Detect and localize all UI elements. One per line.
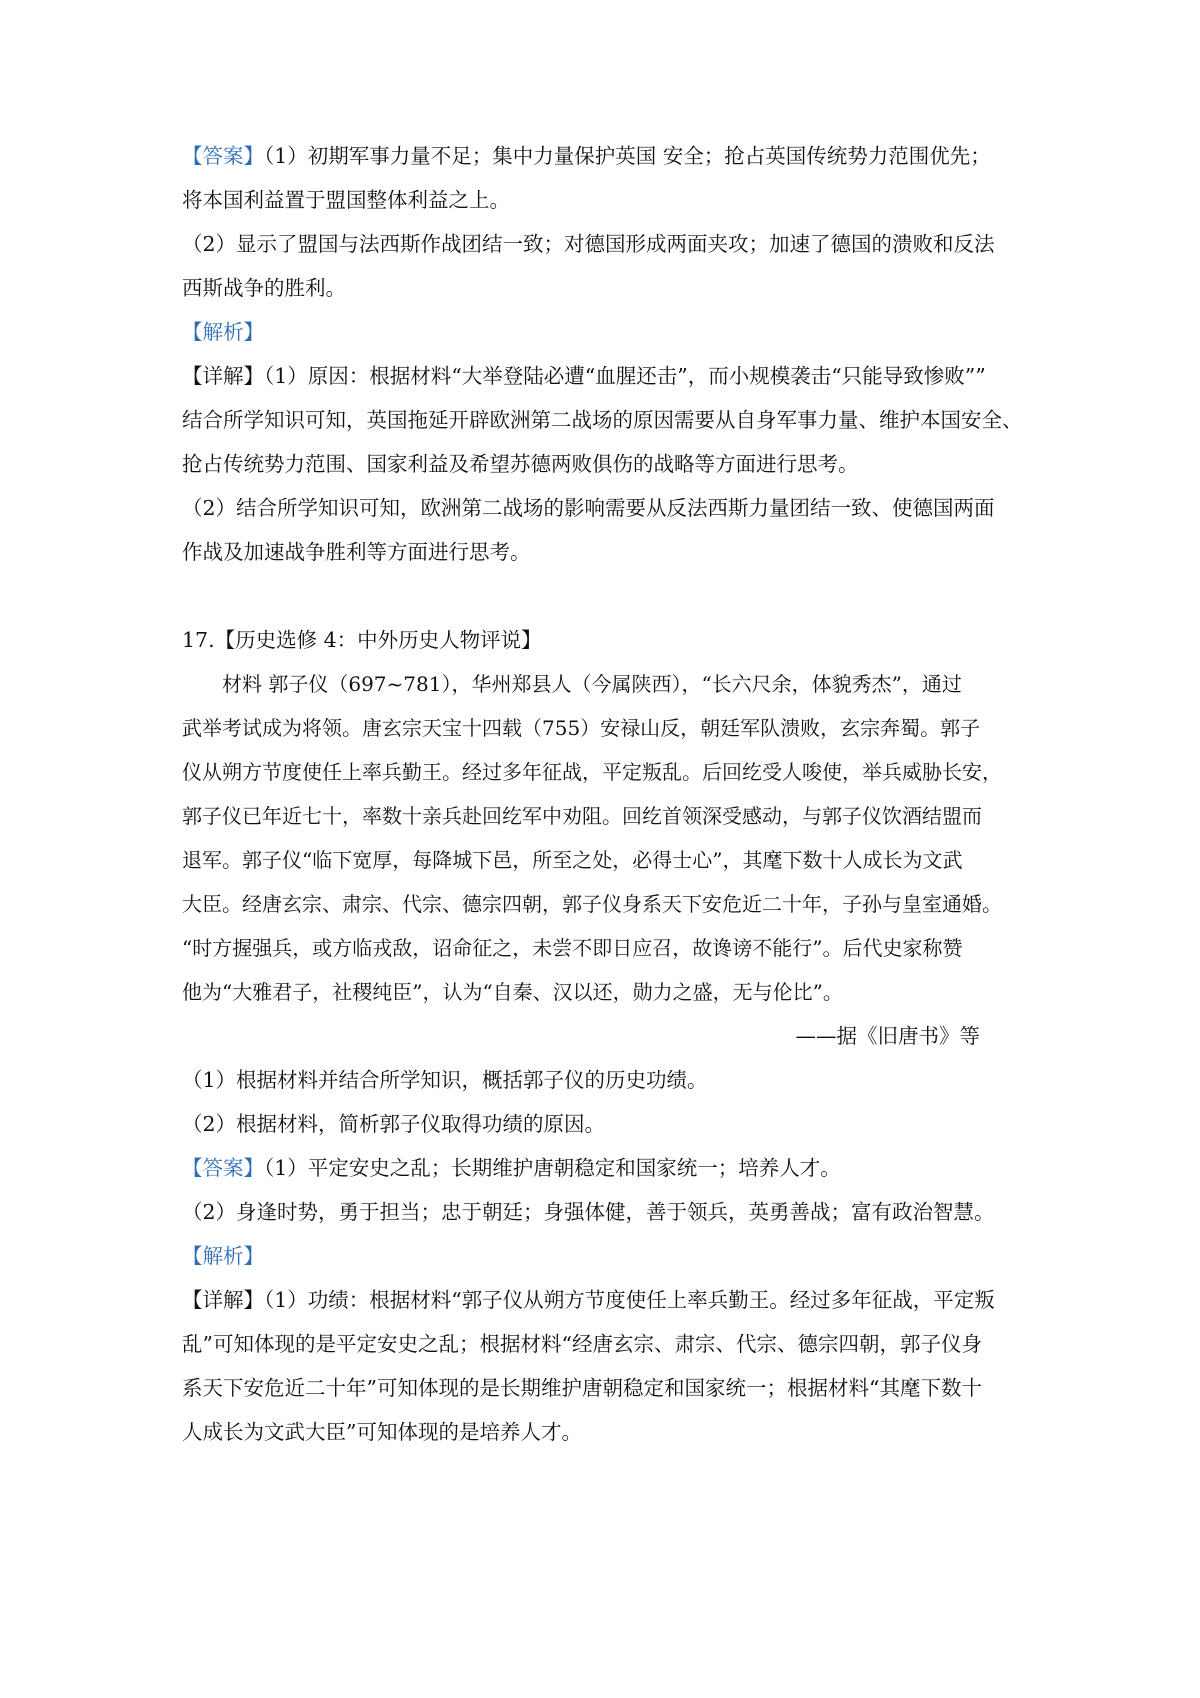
q16-answer-line-1 <box>182 142 991 170</box>
q16-detail-line-3 <box>182 450 859 478</box>
q17-answer-2: （2）身逢时势，勇于担当；忠于朝廷；身强体健，善于领兵，英勇善战；富有政治智慧。 <box>182 1200 995 1224</box>
q17-material-line-7 <box>182 934 962 962</box>
q17-answer-1: （1）平定安史之乱；长期维护唐朝稳定和国家统一；培养人才。 <box>264 1156 841 1180</box>
q16-detail-1a: （1）原因：根据材料“大举登陆必遭“血腥还击”，而小规模袭击“只能导致惨败”” <box>264 364 986 388</box>
q16-answer-2a: （2）显示了盟国与法西斯作战团结一致；对德国形成两面夹攻；加速了德国的溃败和反法 <box>182 232 995 256</box>
q17-detail-1a: （1）功绩：根据材料“郭子仪从朔方节度使任上率兵勤王。经过多年征战，平定叛 <box>264 1288 995 1312</box>
q17-material-line-6 <box>182 890 1002 918</box>
q16-analysis-heading <box>182 318 264 346</box>
q17-analysis-heading <box>182 1242 264 1270</box>
q17-title-text: 17.【历史选修 4：中外历史人物评说】 <box>182 628 542 652</box>
q17-question-1-text: （1）根据材料并结合所学知识，概括郭子仪的历史功绩。 <box>182 1068 708 1092</box>
q17-material-line-2 <box>182 714 980 742</box>
q17-material-4: 郭子仪已年近七十，率数十亲兵赴回纥军中劝阻。回纥首领深受感动，与郭子仪饮酒结盟而 <box>182 804 982 828</box>
q17-material-line-4 <box>182 802 982 830</box>
answer-tag: 【答案】 <box>182 1156 264 1180</box>
q16-answer-line-3 <box>182 230 995 258</box>
q16-detail-line-1 <box>182 362 986 390</box>
q17-detail-line-3 <box>182 1374 982 1402</box>
q17-detail-line-1 <box>182 1286 995 1314</box>
q17-title <box>182 626 542 654</box>
q16-detail-2a: （2）结合所学知识可知，欧洲第二战场的影响需要从反法西斯力量团结一致、使德国两面 <box>182 496 995 520</box>
q17-answer-line-2 <box>182 1198 995 1226</box>
detail-tag: 【详解】 <box>182 1288 264 1312</box>
q17-material-8: 他为“大雅君子，社稷纯臣”，认为“自秦、汉以还，勋力之盛，无与伦比”。 <box>182 980 843 1004</box>
detail-tag: 【详解】 <box>182 364 264 388</box>
q17-material-6: 大臣。经唐玄宗、肃宗、代宗、德宗四朝，郭子仪身系天下安危近二十年，子孙与皇室通婚。 <box>182 892 1002 916</box>
q17-material-1: 材料 郭子仪（697~781），华州郑县人（今属陕西），“长六尺余，体貌秀杰”，通过 <box>222 672 962 696</box>
q16-answer-1a: （1）初期军事力量不足；集中力量保护英国 安全；抢占英国传统势力范围优先； <box>264 144 991 168</box>
q17-source <box>796 1022 981 1050</box>
q17-detail-1d: 人成长为文武大臣”可知体现的是培养人才。 <box>182 1420 582 1444</box>
q17-material-2: 武举考试成为将领。唐玄宗天宝十四载（755）安禄山反，朝廷军队溃败，玄宗奔蜀。郭子 <box>182 716 981 740</box>
q17-detail-line-2 <box>182 1330 982 1358</box>
q17-material-line-1 <box>222 670 962 698</box>
q16-detail-1c: 抢占传统势力范围、国家利益及希望苏德两败俱伤的战略等方面进行思考。 <box>182 452 859 476</box>
q16-detail-line-4 <box>182 494 995 522</box>
q17-question-2-text: （2）根据材料，简析郭子仪取得功绩的原因。 <box>182 1112 606 1136</box>
q17-question-2 <box>182 1110 605 1138</box>
q17-detail-1b: 乱”可知体现的是平定安史之乱；根据材料“经唐玄宗、肃宗、代宗、德宗四朝，郭子仪身 <box>182 1332 982 1356</box>
q16-detail-line-5 <box>182 538 531 566</box>
q17-source-text: ——据《旧唐书》等 <box>795 1024 980 1048</box>
q17-material-5: 退军。郭子仪“临下宽厚，每降城下邑，所至之处，必得士心”，其麾下数十人成长为文武 <box>182 848 963 872</box>
q16-answer-2b: 西斯战争的胜利。 <box>182 276 346 300</box>
q16-answer-line-2 <box>182 186 510 214</box>
q17-answer-line-1 <box>182 1154 841 1182</box>
answer-tag: 【答案】 <box>182 144 264 168</box>
q16-answer-line-4 <box>182 274 346 302</box>
q17-material-line-5 <box>182 846 962 874</box>
q16-detail-1b: 结合所学知识可知，英国拖延开辟欧洲第二战场的原因需要从自身军事力量、维护本国安全、 <box>182 408 1023 432</box>
q17-question-1 <box>182 1066 708 1094</box>
q17-material-line-8 <box>182 978 843 1006</box>
q17-material-3: 仪从朔方节度使任上率兵勤王。经过多年征战，平定叛乱。后回纥受人唆使，举兵威胁长安， <box>182 760 1002 784</box>
q17-material-line-3 <box>182 758 1002 786</box>
analysis-tag: 【解析】 <box>182 320 264 344</box>
q16-detail-2b: 作战及加速战争胜利等方面进行思考。 <box>182 540 531 564</box>
q16-detail-line-2 <box>182 406 1023 434</box>
analysis-tag: 【解析】 <box>182 1244 264 1268</box>
q16-answer-1b: 将本国利益置于盟国整体利益之上。 <box>182 188 510 212</box>
q17-detail-1c: 系天下安危近二十年”可知体现的是长期维护唐朝稳定和国家统一；根据材料“其麾下数十 <box>182 1376 982 1400</box>
q17-material-7: “时方握强兵，或方临戎敌，诏命征之，未尝不即日应召，故谗谤不能行”。后代史家称赞 <box>182 936 963 960</box>
q17-detail-line-4 <box>182 1418 582 1446</box>
